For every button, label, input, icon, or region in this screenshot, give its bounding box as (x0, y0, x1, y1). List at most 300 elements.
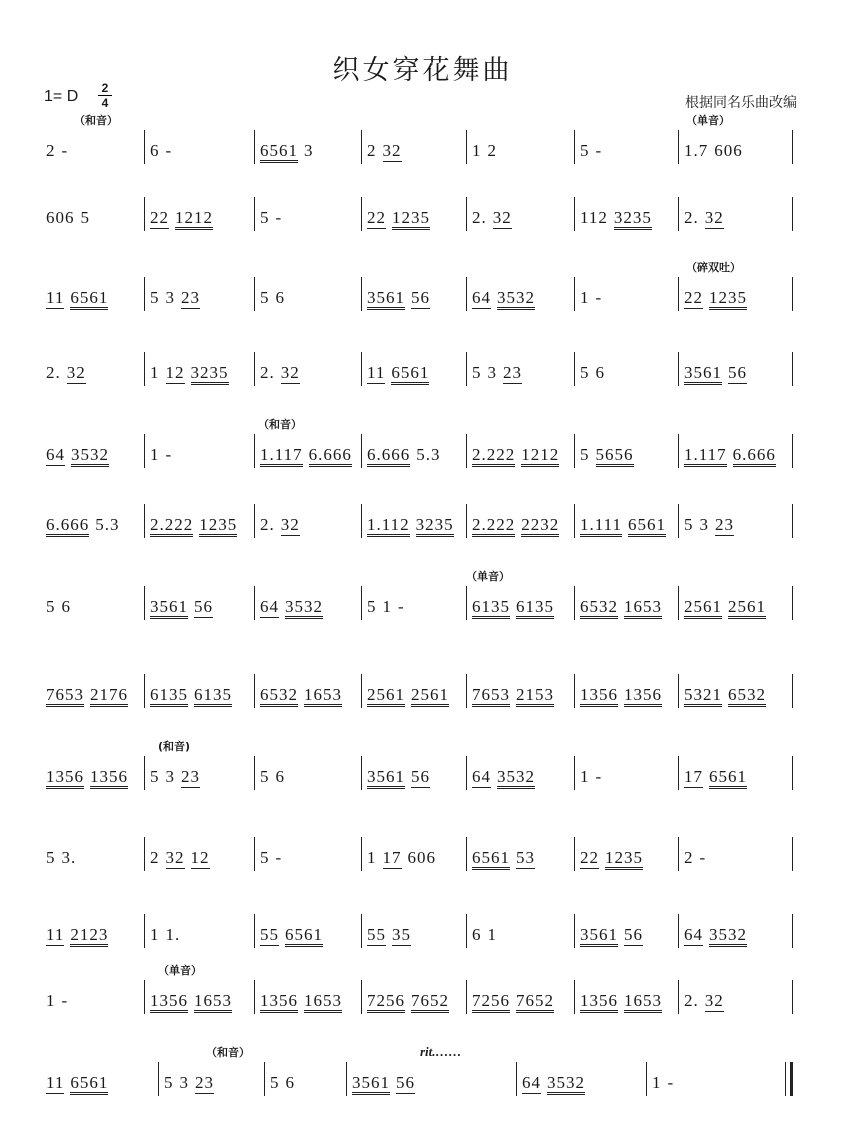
score-line (46, 680, 796, 710)
note-group: - (165, 445, 173, 464)
measure (472, 510, 570, 540)
note-group: 1.117 (260, 445, 303, 467)
measure (46, 920, 140, 950)
bar-line (144, 197, 145, 231)
note-group: 3. (61, 848, 77, 867)
note-group: 12 (165, 363, 185, 382)
note-group: 22 (684, 288, 703, 307)
note-group: 11 (46, 288, 65, 307)
bar-line (678, 837, 679, 871)
bar-line (792, 130, 793, 164)
note-group: 6135 (150, 685, 188, 707)
bar-line (678, 586, 679, 620)
bar-line (144, 980, 145, 1014)
note-group: 64 (260, 597, 279, 616)
note-group: - (165, 141, 173, 160)
note-group: 1356 (46, 767, 84, 789)
measure (150, 762, 250, 792)
measure (260, 136, 357, 166)
bar-line (254, 756, 255, 790)
final-bar-line-thin (785, 1062, 786, 1096)
bar-line (254, 504, 255, 538)
note-group: 3532 (71, 445, 109, 467)
note-group: 6561 (391, 363, 429, 385)
bar-line (466, 756, 467, 790)
bar-line (646, 1062, 647, 1096)
note-group: - (61, 991, 69, 1010)
bar-line (254, 277, 255, 311)
note-group: 3561 (580, 925, 618, 947)
note-group: 2232 (521, 515, 559, 537)
note-group: - (595, 288, 603, 307)
bar-line (361, 756, 362, 790)
note-group: 6.666 (46, 515, 89, 537)
bar-line (516, 1062, 517, 1096)
page-title: 织女穿花舞曲 (332, 55, 513, 86)
note-group: 2176 (90, 685, 128, 707)
note-group: 2561 (411, 685, 449, 707)
measure (684, 843, 787, 873)
note-group: 1653 (624, 597, 662, 619)
final-bar-line (790, 1062, 793, 1096)
measure (367, 510, 462, 540)
measure (684, 358, 787, 388)
bar-line (678, 434, 679, 468)
note-group: 11 (367, 363, 386, 382)
note-group: - (398, 597, 405, 616)
bar-line (361, 837, 362, 871)
note-group: 6561 (709, 767, 747, 789)
note-group: 56 (728, 363, 747, 382)
note-group: 2.222 (150, 515, 193, 537)
measure (580, 843, 674, 873)
score-line (46, 920, 796, 950)
measure (150, 358, 250, 388)
bar-line (574, 277, 575, 311)
bar-line (466, 586, 467, 620)
bar-line (678, 352, 679, 386)
bar-line (466, 352, 467, 386)
note-group: 32 (382, 141, 402, 160)
note-group: 1 (580, 767, 590, 786)
bar-line (254, 130, 255, 164)
measure (367, 680, 462, 710)
note-group: 2. (46, 363, 61, 382)
measure (352, 1068, 512, 1098)
note-group: 2.222 (472, 445, 515, 467)
measure (46, 986, 140, 1016)
note-group: 3 (165, 767, 175, 786)
measure (150, 680, 250, 710)
time-signature-denominator: 4 (101, 96, 109, 110)
note-group: 1 (46, 991, 56, 1010)
time-signature-numerator: 2 (101, 81, 109, 95)
measure (684, 510, 787, 540)
note-group: 3 (179, 1073, 189, 1092)
note-group: 5 (472, 363, 482, 382)
note-group: 2.222 (472, 515, 515, 537)
note-group: 5 (260, 288, 270, 307)
bar-line (466, 277, 467, 311)
score-line (46, 843, 796, 873)
note-group: 5 (46, 848, 56, 867)
bar-line (792, 914, 793, 948)
note-group: 5 (367, 597, 377, 616)
note-group: 1653 (624, 991, 662, 1013)
measure (367, 592, 462, 622)
note-group: 6 (275, 767, 285, 786)
note-group: 2561 (728, 597, 766, 619)
note-group: 3 (699, 515, 709, 534)
bar-line (574, 756, 575, 790)
measure (260, 680, 357, 710)
measure (580, 920, 674, 950)
measure (46, 283, 140, 313)
note-group: - (275, 208, 283, 227)
bar-line (254, 352, 255, 386)
bar-line (254, 197, 255, 231)
bar-line (792, 837, 793, 871)
bar-line (361, 674, 362, 708)
note-group: 5 (580, 141, 590, 160)
note-group: 6.666 (309, 445, 352, 467)
note-group: 6561 (472, 848, 510, 870)
bar-line (361, 504, 362, 538)
measure (580, 986, 674, 1016)
note-group: 3235 (416, 515, 454, 537)
note-group: 1356 (260, 991, 298, 1013)
time-signature (98, 82, 112, 109)
note-group: 32 (280, 363, 300, 382)
arrangement-credit: 根据同名乐曲改编 (685, 95, 797, 111)
note-group: 56 (194, 597, 213, 616)
note-group: 5 (580, 363, 590, 382)
note-group: 2. (684, 208, 699, 227)
note-group: 64 (472, 288, 491, 307)
note-group: 32 (492, 208, 512, 227)
technique-marking: （单音） (158, 964, 202, 977)
bar-line (254, 674, 255, 708)
note-group: 1 (150, 363, 160, 382)
note-group: 606 (46, 208, 75, 227)
note-group: 5 (150, 288, 160, 307)
note-group: 1. (165, 925, 181, 944)
bar-line (574, 914, 575, 948)
note-group: 3561 (352, 1073, 390, 1095)
measure (367, 283, 462, 313)
score-line (46, 358, 796, 388)
bar-line (678, 674, 679, 708)
bar-line (361, 980, 362, 1014)
measure (684, 762, 787, 792)
note-group: 6 (275, 288, 285, 307)
measure (472, 986, 570, 1016)
note-group: 5 (260, 767, 270, 786)
note-group: 1 (487, 925, 497, 944)
note-group: 1653 (194, 991, 232, 1013)
note-group: 606 (407, 848, 436, 867)
note-group: 5 (80, 208, 90, 227)
measure (580, 358, 674, 388)
bar-line (144, 837, 145, 871)
note-group: 1 (472, 141, 482, 160)
bar-line (361, 277, 362, 311)
bar-line (792, 674, 793, 708)
note-group: 5.3 (95, 515, 120, 534)
bar-line (254, 434, 255, 468)
bar-line (144, 674, 145, 708)
measure (472, 203, 570, 233)
note-group: 5321 (684, 685, 722, 707)
note-group: 1.117 (684, 445, 727, 467)
measure (260, 592, 357, 622)
measure (150, 843, 250, 873)
note-group: 32 (704, 208, 724, 227)
note-group: 6561 (70, 1073, 108, 1095)
bar-line (574, 434, 575, 468)
note-group: 112 (580, 208, 608, 227)
note-group: 6561 (70, 288, 108, 310)
bar-line (361, 434, 362, 468)
note-group: 5 (164, 1073, 174, 1092)
bar-line (144, 586, 145, 620)
measure (260, 510, 357, 540)
measure (367, 986, 462, 1016)
bar-line (678, 130, 679, 164)
note-group: 55 (367, 925, 386, 944)
bar-line (144, 756, 145, 790)
score-line (46, 114, 796, 166)
note-group: 3235 (614, 208, 652, 230)
bar-line (574, 504, 575, 538)
bar-line (254, 837, 255, 871)
note-group: 2. (260, 515, 275, 534)
score-line (46, 510, 796, 540)
note-group: 5656 (596, 445, 634, 467)
bar-line (678, 980, 679, 1014)
measure (260, 203, 357, 233)
note-group: 22 (580, 848, 599, 867)
measure (260, 283, 357, 313)
measure (580, 592, 674, 622)
measure (472, 358, 570, 388)
note-group: 3561 (150, 597, 188, 619)
note-group: 3532 (709, 925, 747, 947)
note-group: 64 (46, 445, 65, 464)
note-group: 1653 (304, 991, 342, 1013)
score-line (46, 203, 796, 233)
measure (260, 440, 357, 470)
bar-line (466, 837, 467, 871)
note-group: 1212 (175, 208, 213, 230)
bar-line (264, 1062, 265, 1096)
note-group: 1653 (304, 685, 342, 707)
note-group: 1212 (521, 445, 559, 467)
measure (684, 680, 787, 710)
note-group: 6 (61, 597, 71, 616)
measure (260, 843, 357, 873)
bar-line (361, 352, 362, 386)
technique-marking: （和音） (74, 114, 118, 127)
measure (150, 440, 250, 470)
note-group: 56 (411, 767, 430, 786)
bar-line (254, 914, 255, 948)
note-group: 32 (280, 515, 300, 534)
note-group: 3561 (367, 767, 405, 789)
note-group: 5 (684, 515, 694, 534)
technique-marking: (和音) (158, 740, 191, 753)
note-group: 32 (66, 363, 86, 382)
bar-line (466, 980, 467, 1014)
measure (684, 136, 787, 166)
bar-line (792, 352, 793, 386)
note-group: 64 (472, 767, 491, 786)
measure (472, 843, 570, 873)
measure (150, 283, 250, 313)
note-group: 3235 (191, 363, 229, 385)
bar-line (144, 434, 145, 468)
measure (472, 762, 570, 792)
note-group: 64 (684, 925, 703, 944)
note-group: 1 (382, 597, 392, 616)
measure (684, 440, 787, 470)
note-group: 1356 (580, 991, 618, 1013)
note-group: 1356 (90, 767, 128, 789)
note-group: 23 (715, 515, 734, 534)
measure (522, 1068, 642, 1098)
measure (580, 283, 674, 313)
bar-line (466, 434, 467, 468)
note-group: 6 (595, 363, 605, 382)
measure (367, 843, 462, 873)
measure (46, 510, 140, 540)
bar-line (466, 914, 467, 948)
note-group: 2 (487, 141, 497, 160)
note-group: 23 (181, 767, 200, 786)
note-group: 32 (704, 991, 724, 1010)
bar-line (361, 914, 362, 948)
note-group: 6 (285, 1073, 295, 1092)
score-line (46, 261, 796, 313)
note-group: 23 (181, 288, 200, 307)
measure (164, 1068, 260, 1098)
note-group: 22 (150, 208, 169, 227)
note-group: 1356 (150, 991, 188, 1013)
measure (367, 920, 462, 950)
note-group: - (595, 767, 603, 786)
measure (684, 920, 787, 950)
bar-line (466, 674, 467, 708)
measure (46, 358, 140, 388)
measure (150, 986, 250, 1016)
bar-line (792, 504, 793, 538)
note-group: 1235 (605, 848, 643, 870)
measure (367, 762, 462, 792)
measure (46, 1068, 154, 1098)
score-line (46, 418, 796, 470)
note-group: 6.666 (367, 445, 410, 467)
measure (260, 358, 357, 388)
tempo-marking: rit.…… (420, 1044, 462, 1059)
note-group: 2 (684, 848, 694, 867)
score-line (46, 570, 796, 622)
bar-line (792, 980, 793, 1014)
measure (367, 136, 462, 166)
note-group: 2153 (516, 685, 554, 707)
bar-line (574, 837, 575, 871)
note-group: 2. (260, 363, 275, 382)
note-group: 1.7 (684, 141, 709, 160)
note-group: - (699, 848, 707, 867)
note-group: 5 (580, 445, 590, 464)
note-group: 1235 (709, 288, 747, 310)
note-group: 7256 (472, 991, 510, 1013)
measure (150, 592, 250, 622)
note-group: 6.666 (733, 445, 776, 467)
note-group: 5.3 (416, 445, 441, 464)
note-group: 6532 (728, 685, 766, 707)
note-group: 3 (165, 288, 175, 307)
bar-line (466, 130, 467, 164)
measure (150, 510, 250, 540)
note-group: 6135 (194, 685, 232, 707)
note-group: 6135 (472, 597, 510, 619)
note-group: 7652 (411, 991, 449, 1013)
note-group: 2 (150, 848, 160, 867)
bar-line (574, 980, 575, 1014)
bar-line (574, 130, 575, 164)
note-group: 7653 (46, 685, 84, 707)
note-group: 1235 (199, 515, 237, 537)
note-group: 3 (487, 363, 497, 382)
note-group: 6135 (516, 597, 554, 619)
note-group: 2 (46, 141, 56, 160)
note-group: - (275, 848, 283, 867)
measure (580, 762, 674, 792)
measure (580, 203, 674, 233)
note-group: 56 (396, 1073, 415, 1092)
measure (46, 440, 140, 470)
note-group: 1356 (580, 685, 618, 707)
key-signature: 1= D (44, 88, 79, 105)
measure (150, 203, 250, 233)
note-group: 1 (367, 848, 377, 867)
bar-line (792, 434, 793, 468)
bar-line (574, 352, 575, 386)
bar-line (158, 1062, 159, 1096)
measure (260, 762, 357, 792)
note-group: 3532 (497, 288, 535, 310)
note-group: 53 (516, 848, 535, 867)
note-group: 7256 (367, 991, 405, 1013)
bar-line (574, 197, 575, 231)
measure (652, 1068, 748, 1098)
note-group: 3 (304, 141, 314, 160)
measure (46, 680, 140, 710)
note-group: 56 (411, 288, 430, 307)
note-group: 6532 (260, 685, 298, 707)
note-group: 6561 (285, 925, 323, 947)
measure (684, 283, 787, 313)
note-group: 1356 (624, 685, 662, 707)
technique-marking: （碎双吐） (686, 261, 741, 274)
note-group: - (61, 141, 69, 160)
note-group: 23 (195, 1073, 214, 1092)
note-group: 3561 (367, 288, 405, 310)
measure (260, 986, 357, 1016)
note-group: 1.112 (367, 515, 410, 537)
technique-marking: （单音） (686, 114, 730, 127)
